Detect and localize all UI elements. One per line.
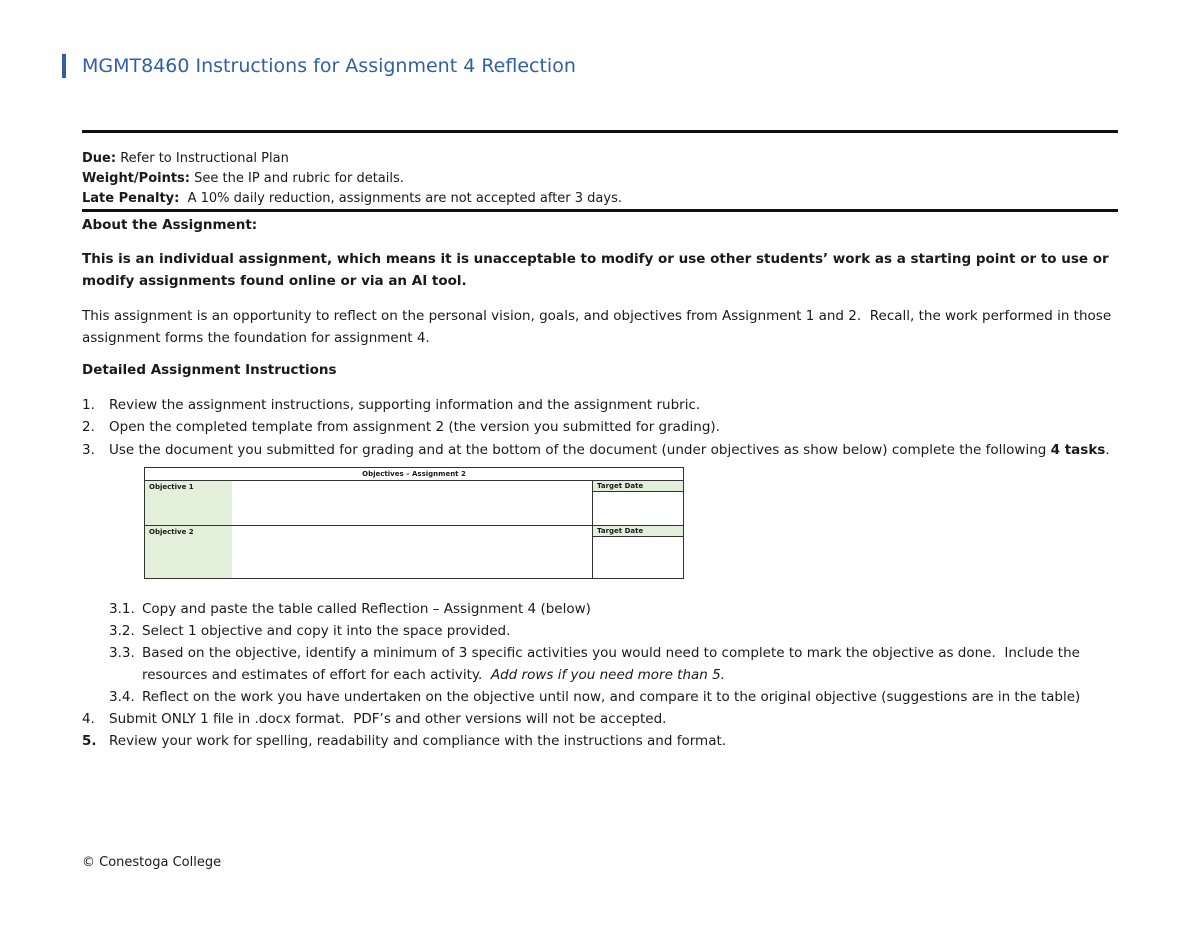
step-number: 1. xyxy=(82,397,95,413)
step-text: Open the completed template from assignment 2 (the version you submitted for grading). xyxy=(109,419,720,435)
objectives-table-image xyxy=(144,467,684,579)
due-line xyxy=(82,149,622,169)
target-date-2-label: Target Date xyxy=(593,526,683,536)
substep-cont: resources and estimates of effort for each activity. xyxy=(142,667,491,683)
step-text: Review your work for spelling, readability and compliance with the instructions and format. xyxy=(109,733,727,749)
about-heading: About the Assignment: xyxy=(82,217,258,233)
table-cell-divider xyxy=(592,536,683,537)
substep-number: 3.2. xyxy=(109,623,135,639)
intro-paragraph: This assignment is an opportunity to reflect on the personal vision, goals, and objectives from Assignment 1 and 2. Recall, the work performed in those assignment forms the foundation for assignment 4. xyxy=(82,308,1116,346)
substep-text-continued xyxy=(142,664,725,686)
step-number: 3. xyxy=(82,442,95,458)
step-text-main: Use the document you submitted for grading and at the bottom of the document (under objectives as show below) complete the following xyxy=(109,442,1051,458)
target-date-1-label: Target Date xyxy=(593,481,683,491)
step-text: Submit ONLY 1 file in .docx format. PDF’s and other versions will not be accepted. xyxy=(109,711,667,727)
divider-top xyxy=(82,130,1118,133)
late-label: Late Penalty: xyxy=(82,191,180,206)
objective-1-label: Objective 1 xyxy=(145,481,232,526)
copyright-footer: © Conestoga College xyxy=(82,855,222,870)
weight-value: See the IP and rubric for details. xyxy=(190,171,404,186)
table-cell-divider xyxy=(592,491,683,492)
step-number: 4. xyxy=(82,711,95,727)
substep-text: Select 1 objective and copy it into the space provided. xyxy=(142,623,511,639)
due-label: Due: xyxy=(82,151,117,166)
title-accent-bar xyxy=(62,54,66,78)
late-value: A 10% daily reduction, assignments are not accepted after 3 days. xyxy=(179,191,622,206)
table-row-divider xyxy=(145,525,683,526)
substep-text: Based on the objective, identify a minimum of 3 specific activities you would need to complete to mark the objective as done. Include the xyxy=(142,645,1080,661)
table-header: Objectives – Assignment 2 xyxy=(145,468,683,481)
late-line xyxy=(82,189,622,209)
integrity-warning: This is an individual assignment, which means it is unacceptable to modify or use other students’ work as a starting point or to use or modify assignments found online or via an AI tool. xyxy=(82,251,1109,289)
divider-bottom xyxy=(82,209,1118,212)
step-emphasis: 4 tasks xyxy=(1050,442,1106,458)
assignment-meta xyxy=(82,149,622,209)
substep-text: Reflect on the work you have undertaken on the objective until now, and compare it to the original objective (suggestions are in the table) xyxy=(142,689,1081,705)
page-title: MGMT8460 Instructions for Assignment 4 Reflection xyxy=(82,55,576,77)
table-col-divider xyxy=(592,480,593,578)
step-number: 2. xyxy=(82,419,95,435)
substep-number: 3.4. xyxy=(109,689,135,705)
detailed-heading: Detailed Assignment Instructions xyxy=(82,362,337,378)
substep-text: Copy and paste the table called Reflection – Assignment 4 (below) xyxy=(142,601,591,617)
step-text: Review the assignment instructions, supporting information and the assignment rubric. xyxy=(109,397,701,413)
step-number: 5. xyxy=(82,733,97,749)
due-value: Refer to Instructional Plan xyxy=(116,151,289,166)
substep-number: 3.1. xyxy=(109,601,135,617)
weight-line xyxy=(82,169,622,189)
step-tail: . xyxy=(1105,442,1110,458)
weight-label: Weight/Points: xyxy=(82,171,190,186)
substep-number: 3.3. xyxy=(109,645,135,661)
objective-2-label: Objective 2 xyxy=(145,526,232,578)
substep-italic-note: Add rows if you need more than 5. xyxy=(490,667,726,683)
step-text xyxy=(109,439,1110,461)
